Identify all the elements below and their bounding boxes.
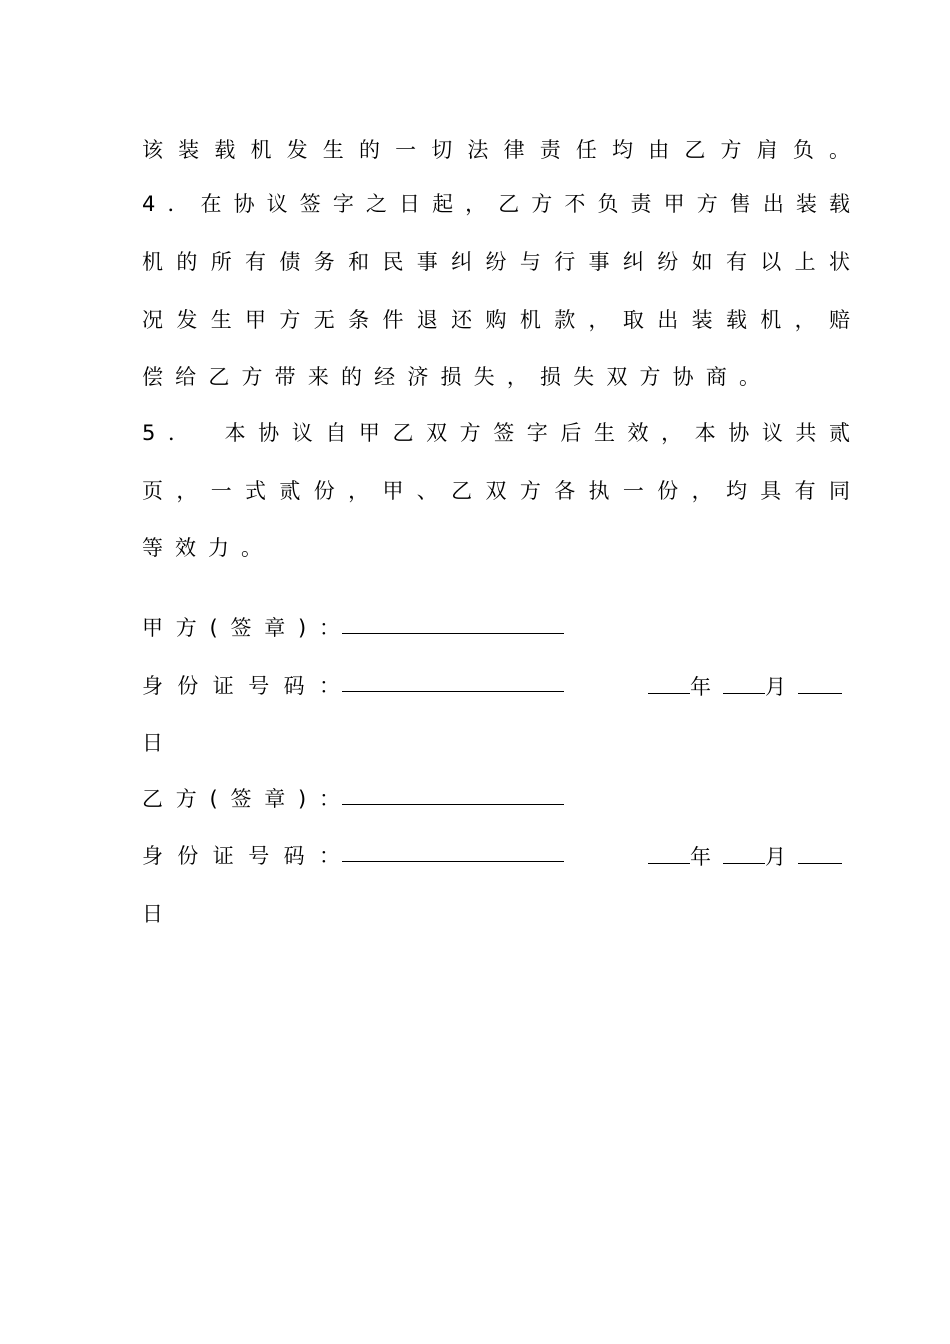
party-a-month-label: 月 <box>765 675 786 699</box>
party-a-day-blank <box>798 671 842 694</box>
party-b-signature-blank <box>342 804 564 805</box>
body-line-5: 偿给乙方带来的经济损失，损失双方协商。 <box>142 365 760 389</box>
party-b-month-label: 月 <box>765 845 786 869</box>
party-b-id-row <box>142 841 340 871</box>
party-a-day-label: 日 <box>142 731 163 755</box>
party-a-month-blank <box>723 671 765 694</box>
party-b-signature-row <box>142 784 340 814</box>
party-b-year-label: 年 <box>690 845 711 869</box>
party-a-signature-row <box>142 613 340 643</box>
party-a-year-blank <box>648 671 690 694</box>
party-a-date <box>648 671 842 702</box>
party-a-id-label: 身份证号码： <box>142 674 340 698</box>
party-a-id-blank <box>342 691 564 692</box>
party-b-id-label: 身份证号码： <box>142 844 340 868</box>
party-b-month-blank <box>723 841 765 864</box>
party-b-label: 乙方(签章)： <box>142 787 340 811</box>
body-line-1: 该装载机发生的一切法律责任均由乙方肩负。 <box>142 138 850 162</box>
body-line-3: 机的所有债务和民事纠纷与行事纠纷如有以上状 <box>142 250 850 274</box>
party-a-signature-blank <box>342 633 564 634</box>
party-b-day-blank <box>798 841 842 864</box>
party-b-date <box>648 841 842 872</box>
party-a-label: 甲方(签章)： <box>142 616 340 640</box>
party-a-year-label: 年 <box>690 675 711 699</box>
body-line-8: 等效力。 <box>142 536 274 560</box>
body-line-7: 页，一式贰份，甲、乙双方各执一份，均具有同 <box>142 479 850 503</box>
party-b-day-label: 日 <box>142 902 163 926</box>
body-line-2: 4．在协议签字之日起，乙方不负责甲方售出装载 <box>142 192 850 216</box>
body-line-6: 5． 本协议自甲乙双方签字后生效，本协议共贰 <box>142 421 850 445</box>
party-a-id-row <box>142 671 340 701</box>
party-b-year-blank <box>648 841 690 864</box>
party-b-id-blank <box>342 861 564 862</box>
body-line-4: 况发生甲方无条件退还购机款，取出装载机，赔 <box>142 308 850 332</box>
